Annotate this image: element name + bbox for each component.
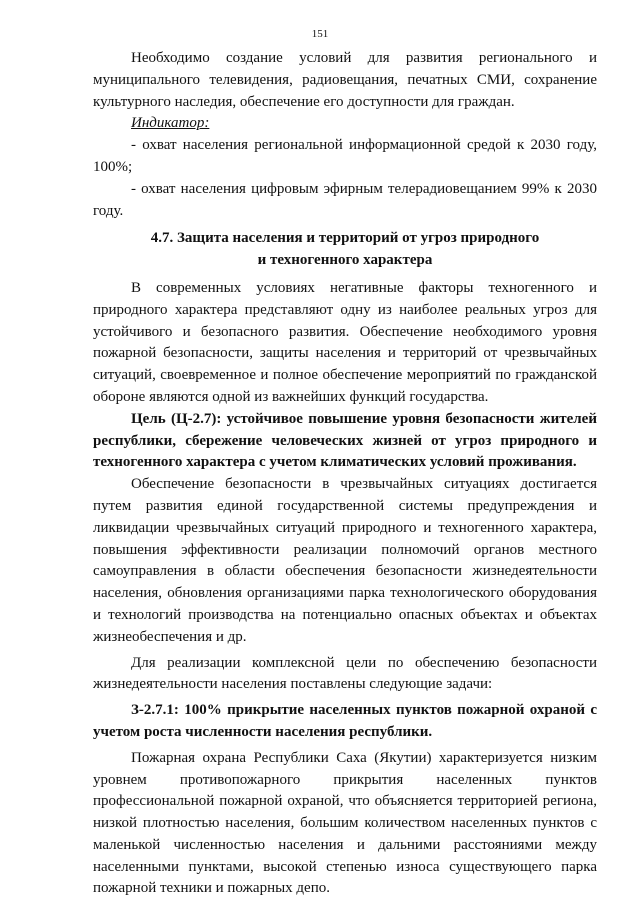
text-line: самоуправления в области обеспечения безопасности жизнедеятельности: [93, 563, 597, 580]
text-line: ликвидации чрезвычайных ситуаций природного и техногенного характера,: [93, 519, 597, 536]
text-line: муниципального телевидения, радиовещания, печатных СМИ, сохранение: [93, 71, 597, 88]
indicator-label: Индикатор:: [131, 115, 210, 132]
text-line: пожарной безопасности, защиты населения и территорий от чрезвычайных: [93, 345, 597, 362]
paragraph-media-development: [93, 48, 597, 113]
text-line: населения, обновления организациями парка технологического оборудования: [93, 585, 597, 602]
text-line: учетом роста численности населения республики.: [93, 723, 433, 740]
text-line: маленькой численностью населения и дальними расстояниями между: [93, 836, 597, 853]
text-line: пожарной техники и пожарных депо.: [93, 880, 330, 897]
indicator-item-cont: 100%;: [93, 158, 133, 175]
text-line: профессиональной пожарной охраной, что объясняется территорией региона,: [93, 793, 597, 810]
text-line: Цель (Ц-2.7): устойчивое повышение уровня безопасности жителей: [131, 410, 597, 427]
text-line: природного характера представляют одну из наиболее реальных угроз для: [93, 301, 597, 318]
text-line: В современных условиях негативные факторы техногенного и: [131, 279, 597, 296]
page-body: [93, 48, 597, 900]
text-line: Необходимо создание условий для развития регионального и: [131, 50, 597, 66]
section-heading-line: и техногенного характера: [257, 252, 433, 269]
page-number: 151: [311, 28, 329, 40]
text-line: Для реализации комплексной цели по обеспечению безопасности: [131, 654, 597, 671]
text-line: низкой плотностью населения, большим количеством населенных пунктов с: [93, 815, 597, 832]
text-line: республики, сбережение человеческих жизней от угроз природного и: [93, 432, 597, 449]
text-line: обороне являются одной из важнейших функций государства.: [93, 388, 489, 405]
task-statement: [93, 700, 597, 744]
text-line: устойчивого и безопасного развития. Обеспечение необходимого уровня: [93, 323, 597, 340]
text-line: уровнем противопожарного прикрытия населенных пунктов: [93, 771, 597, 788]
text-line: З-2.7.1: 100% прикрытие населенных пунктов пожарной охраной с: [131, 702, 597, 719]
text-line: путем развития единой государственной системы предупреждения и: [93, 497, 597, 514]
text-line: жизнеобеспечения и др.: [93, 628, 247, 645]
indicator-item: - охват населения цифровым эфирным телерадиовещанием 99% к 2030: [131, 180, 597, 197]
text-line: и технологий производства на потенциально опасных объектах и объектах: [93, 606, 597, 623]
paragraph-fire-protection: [93, 748, 597, 901]
text-line: жизнедеятельности населения поставлены следующие задачи:: [93, 676, 493, 693]
paragraph-tasks-intro: [93, 653, 597, 697]
section-heading: [93, 228, 597, 272]
indicator-item-cont: году.: [93, 202, 124, 219]
text-line: Пожарная охрана Республики Саха (Якутии) характеризуется низким: [131, 749, 597, 766]
text-line: культурного наследия, обеспечение его доступности для граждан.: [93, 93, 515, 110]
text-line: ситуаций, своевременное и полное обеспечение мероприятий по гражданской: [93, 367, 597, 384]
text-line: Обеспечение безопасности в чрезвычайных ситуациях достигается: [131, 476, 597, 493]
text-line: техногенного характера с учетом климатических условий проживания.: [93, 454, 577, 471]
section-heading-line: 4.7. Защита населения и территорий от угроз природного: [150, 230, 540, 247]
indicator-block: [93, 113, 597, 222]
paragraph-safety-provision: [93, 474, 597, 648]
paragraph-threats: [93, 278, 597, 409]
goal-statement: [93, 409, 597, 474]
indicator-item: - охват населения региональной информационной средой к 2030 году,: [131, 137, 597, 154]
text-line: населенными пунктами, высокой степенью износа существующего парка: [93, 858, 597, 875]
text-line: повышения эффективности реализации полномочий органов местного: [93, 541, 597, 558]
